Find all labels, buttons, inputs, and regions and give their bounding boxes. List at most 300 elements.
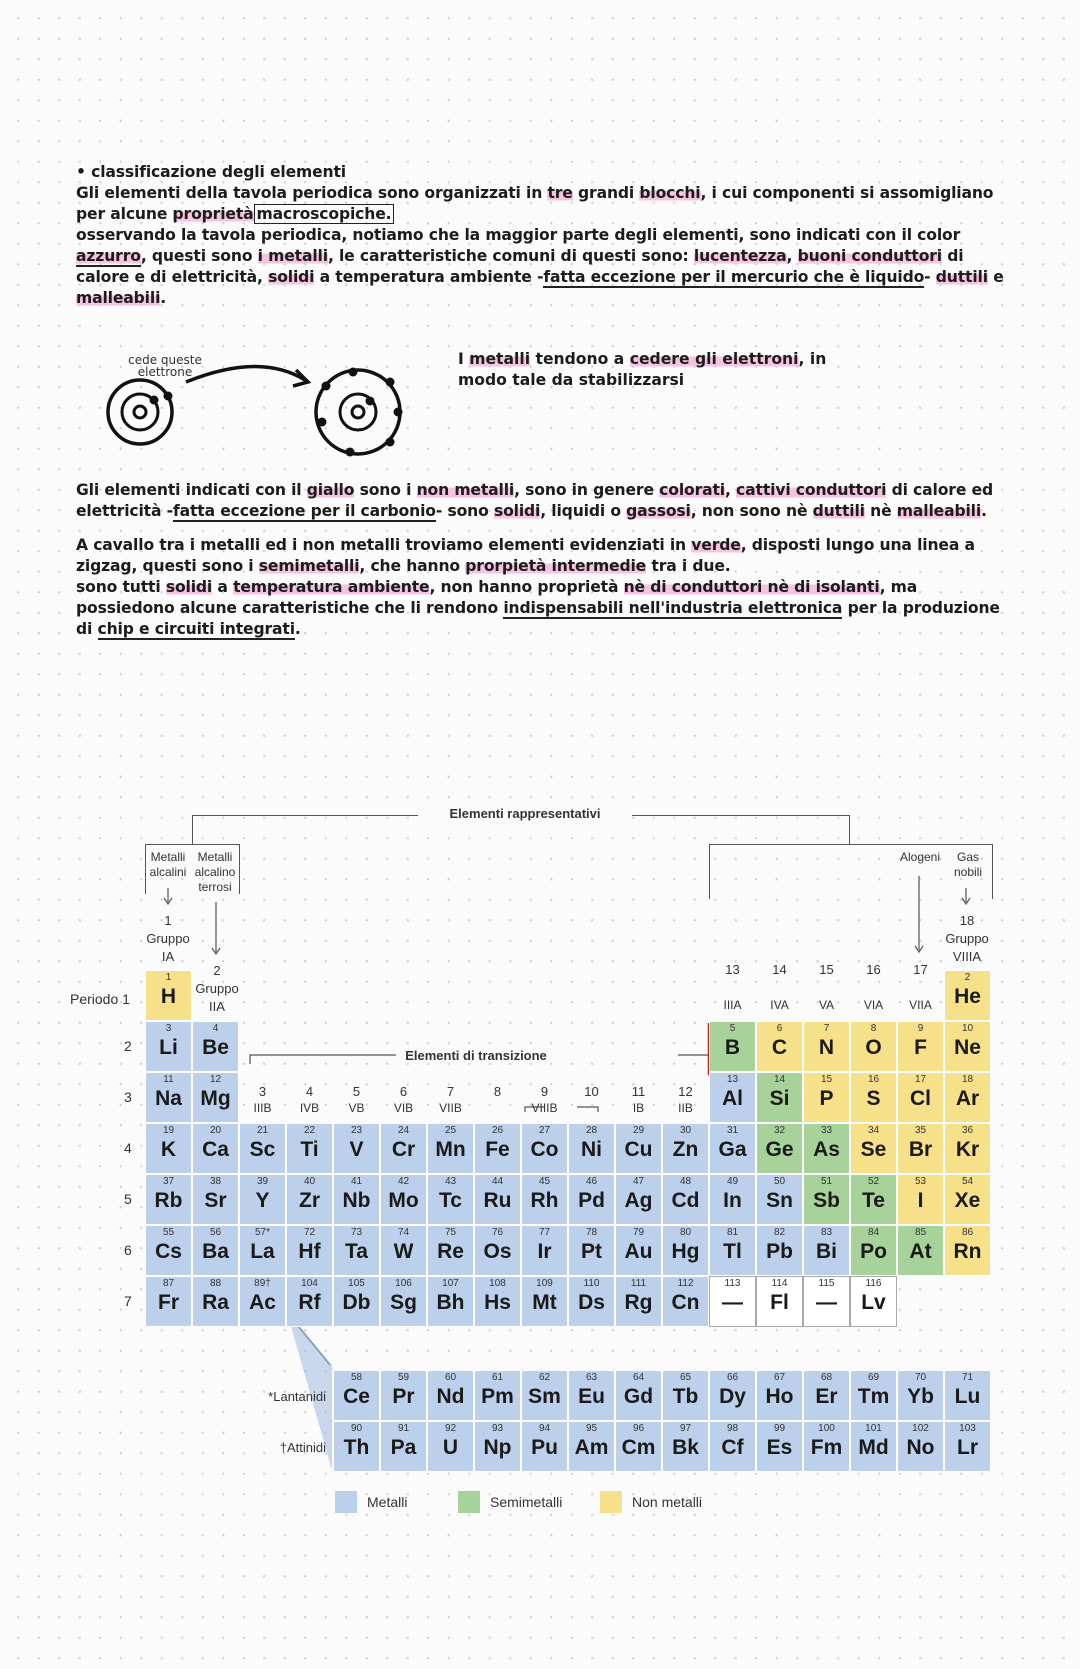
- element-symbol: —: [816, 1291, 837, 1314]
- atomic-number: 44: [491, 1176, 504, 1187]
- atomic-number: 87: [162, 1278, 175, 1289]
- element-f: [897, 1021, 944, 1072]
- legend-swatch: [458, 1491, 480, 1513]
- atomic-number: 60: [444, 1372, 457, 1383]
- atomic-number: 41: [350, 1176, 363, 1187]
- element-symbol: Lr: [957, 1436, 978, 1459]
- element-symbol: Rn: [953, 1240, 982, 1263]
- atomic-number: 22: [303, 1125, 316, 1136]
- alkaline-earth-label: Metalli alcalino terrosi: [194, 850, 236, 894]
- element-symbol: V: [349, 1138, 364, 1161]
- element-symbol: Tb: [672, 1385, 699, 1408]
- element-fe: [474, 1123, 521, 1174]
- element-symbol: Pu: [531, 1436, 558, 1459]
- paragraph-classification: Gli elementi della tavola periodica sono organizzati in tre grandi blocchi, i cui componenti si assomigliano per alcune proprietà macroscopiche.: [76, 184, 994, 223]
- element-symbol: Br: [908, 1138, 933, 1161]
- group-number: 4: [305, 1084, 314, 1099]
- element-symbol: O: [865, 1036, 882, 1059]
- element-symbol: Yb: [907, 1385, 934, 1408]
- element-ru: [474, 1174, 521, 1225]
- atomic-number: 56: [209, 1227, 222, 1238]
- atomic-number: 39: [256, 1176, 269, 1187]
- atomic-number: 100: [818, 1423, 835, 1434]
- element-nd: [427, 1370, 474, 1421]
- lanthanides-label: *Lantanidi: [268, 1389, 326, 1404]
- noble-gases-label: Gas nobili: [953, 850, 983, 879]
- atomic-number: 55: [162, 1227, 175, 1238]
- element-symbol: Cr: [391, 1138, 416, 1161]
- paragraph-nonmetals: Gli elementi indicati con il giallo sono i non metalli, sono in genere colorati, cattivi conduttori di calore ed elettricità -fatta eccezione per il carbonio- sono solidi, liquidi o gassosi, non sono nè duttili nè malleabili.: [76, 481, 993, 520]
- group-1-label: 1 Gruppo IA: [146, 913, 190, 964]
- element-symbol: Bi: [816, 1240, 837, 1263]
- element-symbol: Sc: [249, 1138, 276, 1161]
- atomic-number: 26: [491, 1125, 504, 1136]
- element-pd: [568, 1174, 615, 1225]
- atomic-number: 4: [212, 1023, 219, 1034]
- atomic-number: 27: [538, 1125, 551, 1136]
- paragraph-semimetals-uses: sono tutti solidi a temperatura ambiente, non hanno proprietà nè di conduttori nè di isolanti, ma possiedono alcune caratteristiche che li rendono indispensabili nell'industria elettronica per la produzione di chip e circuiti integrati.: [76, 578, 1000, 638]
- element-bi: [803, 1225, 850, 1276]
- atomic-number: 30: [679, 1125, 692, 1136]
- element-symbol: Lu: [954, 1385, 981, 1408]
- period-label: 5: [124, 1191, 132, 1207]
- element-hg: [662, 1225, 709, 1276]
- group-number: 11: [631, 1084, 646, 1099]
- element-fm: [803, 1421, 850, 1472]
- legend-label: Semimetalli: [490, 1494, 563, 1510]
- element-symbol: Ga: [718, 1138, 747, 1161]
- element-bh: [427, 1276, 474, 1327]
- element-lu: [944, 1370, 991, 1421]
- element-symbol: Pr: [392, 1385, 415, 1408]
- element-ho: [756, 1370, 803, 1421]
- element-no: [897, 1421, 944, 1472]
- element-pb: [756, 1225, 803, 1276]
- element-symbol: Ds: [578, 1291, 605, 1314]
- atomic-number: 103: [959, 1423, 976, 1434]
- element-ti: [286, 1123, 333, 1174]
- atomic-number: 97: [679, 1423, 692, 1434]
- element-p: [803, 1072, 850, 1123]
- element-lv: [850, 1276, 897, 1327]
- atomic-number: 109: [536, 1278, 553, 1289]
- element-y: [239, 1174, 286, 1225]
- atomic-number: 74: [397, 1227, 410, 1238]
- element-tm: [850, 1370, 897, 1421]
- atomic-number: 90: [350, 1423, 363, 1434]
- element-symbol: Au: [624, 1240, 653, 1263]
- atomic-number: 93: [491, 1423, 504, 1434]
- element-ds: [568, 1276, 615, 1327]
- group-roman: VIA: [863, 998, 884, 1012]
- atomic-number: 59: [397, 1372, 410, 1383]
- element-symbol: Se: [860, 1138, 887, 1161]
- atomic-number: 35: [914, 1125, 927, 1136]
- element-re: [427, 1225, 474, 1276]
- element-cf: [709, 1421, 756, 1472]
- atomic-number: 105: [348, 1278, 365, 1289]
- group-number: 6: [399, 1084, 408, 1099]
- element-symbol: Gd: [623, 1385, 654, 1408]
- element-symbol: Be: [202, 1036, 229, 1059]
- element-br: [897, 1123, 944, 1174]
- element-symbol: Hf: [298, 1240, 321, 1263]
- atomic-number: 94: [538, 1423, 551, 1434]
- legend-swatch: [600, 1491, 622, 1513]
- paragraph-semimetals: A cavallo tra i metalli ed i non metalli troviamo elementi evidenziati in verde, disposti lungo una linea a zigzag, questi sono i semimetalli, che hanno prorpietà intermedie tra i due.: [76, 536, 975, 575]
- atomic-number: 32: [773, 1125, 786, 1136]
- element-symbol: Si: [769, 1087, 790, 1110]
- atomic-number: 45: [538, 1176, 551, 1187]
- element-symbol: Lv: [861, 1291, 886, 1314]
- element-lr: [944, 1421, 991, 1472]
- atomic-number: 5: [729, 1023, 736, 1034]
- element-zn: [662, 1123, 709, 1174]
- group-number: 9: [540, 1084, 549, 1099]
- atomic-number: 76: [491, 1227, 504, 1238]
- atomic-number: 21: [256, 1125, 269, 1136]
- atomic-number: 114: [771, 1278, 788, 1289]
- atomic-number: 12: [209, 1074, 222, 1085]
- atomic-number: 48: [679, 1176, 692, 1187]
- element-ta: [333, 1225, 380, 1276]
- atomic-number: 58: [350, 1372, 363, 1383]
- element-symbol: Y: [255, 1189, 270, 1212]
- atomic-number: 111: [630, 1278, 647, 1289]
- group-roman: VIB: [393, 1101, 414, 1115]
- group-roman: IVB: [299, 1101, 320, 1115]
- element-v: [333, 1123, 380, 1174]
- element-pr: [380, 1370, 427, 1421]
- element-te: [850, 1174, 897, 1225]
- period-label: 7: [124, 1293, 132, 1309]
- element-hs: [474, 1276, 521, 1327]
- atomic-number: 43: [444, 1176, 457, 1187]
- element-symbol: Sb: [813, 1189, 840, 1212]
- group-roman: IIB: [678, 1101, 693, 1115]
- metals-side-note: I metalli tendono a cedere gli elettroni, in modo tale da stabilizzarsi: [458, 350, 827, 389]
- element-pa: [380, 1421, 427, 1472]
- element-sc: [239, 1123, 286, 1174]
- period-label: 2: [124, 1038, 132, 1054]
- atomic-number: 24: [397, 1125, 410, 1136]
- element-ga: [709, 1123, 756, 1174]
- element-symbol: Cl: [910, 1087, 931, 1110]
- element-b: [709, 1021, 756, 1072]
- atomic-number: 78: [585, 1227, 598, 1238]
- element-symbol: Ca: [202, 1138, 229, 1161]
- element-eu: [568, 1370, 615, 1421]
- atomic-number: 31: [726, 1125, 739, 1136]
- group-number: 5: [352, 1084, 361, 1099]
- element-symbol: No: [906, 1436, 935, 1459]
- element-symbol: Ir: [537, 1240, 552, 1263]
- element-symbol: Cu: [624, 1138, 653, 1161]
- element-cn: [662, 1276, 709, 1327]
- element-symbol: Ge: [765, 1138, 794, 1161]
- element-symbol: Pt: [581, 1240, 602, 1263]
- group-number: 13: [725, 962, 740, 977]
- element-symbol: Fe: [485, 1138, 510, 1161]
- element-pu: [521, 1421, 568, 1472]
- element-symbol: Md: [858, 1436, 889, 1459]
- element-in: [709, 1174, 756, 1225]
- element-symbol: Ar: [955, 1087, 980, 1110]
- element-he: [944, 970, 991, 1021]
- element-symbol: Hg: [671, 1240, 700, 1263]
- element-cd: [662, 1174, 709, 1225]
- element-rf: [286, 1276, 333, 1327]
- atomic-number: 1: [165, 972, 172, 983]
- element-symbol: I: [917, 1189, 924, 1212]
- atomic-number: 110: [583, 1278, 600, 1289]
- element-k: [145, 1123, 192, 1174]
- atomic-number: 2: [964, 972, 971, 983]
- element-co: [521, 1123, 568, 1174]
- element-symbol: K: [160, 1138, 177, 1161]
- element-db: [333, 1276, 380, 1327]
- atomic-number: 101: [865, 1423, 882, 1434]
- atomic-number: 13: [726, 1074, 739, 1085]
- element-dy: [709, 1370, 756, 1421]
- element-symbol: W: [393, 1240, 414, 1263]
- element-sm: [521, 1370, 568, 1421]
- element-la: [239, 1225, 286, 1276]
- atomic-number: 25: [444, 1125, 457, 1136]
- atomic-number: 47: [632, 1176, 645, 1187]
- element-symbol: Li: [159, 1036, 178, 1059]
- element-symbol: Cs: [155, 1240, 182, 1263]
- element-symbol: —: [722, 1291, 743, 1314]
- element-symbol: Pa: [390, 1436, 417, 1459]
- element-cl: [897, 1072, 944, 1123]
- atomic-number: 112: [677, 1278, 694, 1289]
- element-unnamed: [709, 1276, 756, 1327]
- element-symbol: C: [771, 1036, 788, 1059]
- atomic-number: 99: [773, 1423, 786, 1434]
- element-s: [850, 1072, 897, 1123]
- atomic-number: 53: [914, 1176, 927, 1187]
- atomic-number: 67: [773, 1372, 786, 1383]
- element-symbol: B: [724, 1036, 741, 1059]
- element-sb: [803, 1174, 850, 1225]
- element-w: [380, 1225, 427, 1276]
- element-ac: [239, 1276, 286, 1327]
- atomic-number: 3: [165, 1023, 172, 1034]
- atomic-number: 79: [632, 1227, 645, 1238]
- element-symbol: Cd: [671, 1189, 700, 1212]
- group-roman: IIIA: [723, 998, 742, 1012]
- atomic-number: 50: [773, 1176, 786, 1187]
- element-symbol: Db: [342, 1291, 371, 1314]
- element-ce: [333, 1370, 380, 1421]
- element-symbol: Bh: [436, 1291, 465, 1314]
- group-roman: IVA: [770, 998, 789, 1012]
- atomic-number: 85: [914, 1227, 927, 1238]
- atomic-number: 11: [163, 1074, 174, 1085]
- element-xe: [944, 1174, 991, 1225]
- element-na: [145, 1072, 192, 1123]
- element-at: [897, 1225, 944, 1276]
- atomic-number: 54: [961, 1176, 974, 1187]
- element-am: [568, 1421, 615, 1472]
- element-symbol: Fm: [810, 1436, 843, 1459]
- element-rh: [521, 1174, 568, 1225]
- element-symbol: Ra: [202, 1291, 229, 1314]
- atomic-number: 16: [867, 1074, 880, 1085]
- atomic-number: 14: [773, 1074, 786, 1085]
- element-symbol: Cf: [721, 1436, 744, 1459]
- element-symbol: Pm: [481, 1385, 514, 1408]
- atomic-number: 64: [632, 1372, 645, 1383]
- element-symbol: Ru: [483, 1189, 512, 1212]
- element-symbol: Bk: [672, 1436, 699, 1459]
- element-ni: [568, 1123, 615, 1174]
- atomic-number: 17: [914, 1074, 927, 1085]
- element-symbol: Mo: [388, 1189, 419, 1212]
- atomic-number: 69: [867, 1372, 880, 1383]
- atomic-number: 106: [395, 1278, 412, 1289]
- atomic-number: 20: [209, 1125, 222, 1136]
- group-roman: VA: [818, 998, 835, 1012]
- element-ag: [615, 1174, 662, 1225]
- element-symbol: Eu: [578, 1385, 605, 1408]
- element-symbol: Es: [766, 1436, 793, 1459]
- group-number: 3: [258, 1084, 267, 1099]
- element-pm: [474, 1370, 521, 1421]
- element-symbol: Dy: [719, 1385, 746, 1408]
- atomic-number: 113: [724, 1278, 741, 1289]
- group-number: 17: [913, 962, 928, 977]
- element-symbol: F: [914, 1036, 927, 1059]
- atomic-number: 9: [917, 1023, 924, 1034]
- atomic-number: 84: [867, 1227, 880, 1238]
- atomic-number: 42: [397, 1176, 410, 1187]
- element-c: [756, 1021, 803, 1072]
- element-symbol: Sr: [204, 1189, 227, 1212]
- atomic-number: 37: [162, 1176, 175, 1187]
- element-symbol: Tm: [857, 1385, 890, 1408]
- group-number: 8: [493, 1084, 502, 1099]
- atomic-number: 40: [303, 1176, 316, 1187]
- element-symbol: Os: [483, 1240, 512, 1263]
- element-es: [756, 1421, 803, 1472]
- element-au: [615, 1225, 662, 1276]
- element-zr: [286, 1174, 333, 1225]
- atomic-number: 62: [538, 1372, 551, 1383]
- atomic-number: 91: [397, 1423, 410, 1434]
- atomic-number: 77: [538, 1227, 551, 1238]
- element-symbol: Pd: [578, 1189, 605, 1212]
- element-symbol: Sn: [766, 1189, 793, 1212]
- atomic-number: 36: [961, 1125, 974, 1136]
- element-symbol: Ta: [345, 1240, 368, 1263]
- element-symbol: S: [866, 1087, 881, 1110]
- element-symbol: Th: [343, 1436, 370, 1459]
- atomic-number: 107: [442, 1278, 459, 1289]
- element-symbol: Ag: [624, 1189, 653, 1212]
- legend-swatch: [335, 1491, 357, 1513]
- atomic-number: 108: [489, 1278, 506, 1289]
- transition-elements-label: Elementi di transizione: [396, 1048, 556, 1063]
- atomic-number: 15: [820, 1074, 833, 1085]
- element-symbol: Nb: [342, 1189, 371, 1212]
- element-symbol: Fl: [770, 1291, 789, 1314]
- atomic-number: 19: [162, 1125, 175, 1136]
- element-ba: [192, 1225, 239, 1276]
- legend-label: Metalli: [367, 1494, 408, 1510]
- element-tl: [709, 1225, 756, 1276]
- atomic-number: 71: [961, 1372, 974, 1383]
- element-bk: [662, 1421, 709, 1472]
- atomic-number: 23: [350, 1125, 363, 1136]
- element-symbol: Ac: [249, 1291, 276, 1314]
- element-al: [709, 1072, 756, 1123]
- atomic-number: 73: [350, 1227, 363, 1238]
- element-tc: [427, 1174, 474, 1225]
- element-symbol: Am: [574, 1436, 609, 1459]
- element-er: [803, 1370, 850, 1421]
- element-symbol: Tc: [439, 1189, 462, 1212]
- element-symbol: N: [818, 1036, 835, 1059]
- group-roman: VIIIB: [531, 1101, 558, 1115]
- atomic-number: 75: [444, 1227, 457, 1238]
- atomic-number: 88: [209, 1278, 222, 1289]
- element-ge: [756, 1123, 803, 1174]
- group-number: 15: [819, 962, 834, 977]
- element-symbol: Ti: [300, 1138, 319, 1161]
- element-symbol: Tl: [723, 1240, 742, 1263]
- element-symbol: Na: [155, 1087, 182, 1110]
- atomic-number: 115: [818, 1278, 835, 1289]
- atomic-number: 46: [585, 1176, 598, 1187]
- group-roman: IIIB: [253, 1101, 272, 1115]
- group-roman: VIIA: [909, 998, 932, 1012]
- sketch-label: cede queste elettrone: [128, 353, 202, 379]
- group-number: 10: [584, 1084, 599, 1099]
- group-number: 14: [772, 962, 787, 977]
- atomic-number: 38: [209, 1176, 222, 1187]
- element-se: [850, 1123, 897, 1174]
- group-18-label: 18 Gruppo VIIIA: [945, 913, 989, 964]
- element-be: [192, 1021, 239, 1072]
- element-symbol: At: [909, 1240, 932, 1263]
- element-np: [474, 1421, 521, 1472]
- element-gd: [615, 1370, 662, 1421]
- atomic-number: 89†: [254, 1278, 271, 1289]
- paragraph-metals: osservando la tavola periodica, notiamo che la maggior parte degli elementi, sono indicati con il color azzurro, questi sono i metalli, le caratteristiche comuni di questi sono: lucentezza, buoni conduttori di calore e di elettricità, solidi a temperatura ambiente -fatta eccezione per il mercurio che è liquido- duttili e malleabili.: [76, 226, 1004, 307]
- element-unnamed: [803, 1276, 850, 1327]
- element-symbol: Ba: [202, 1240, 229, 1263]
- element-symbol: Nd: [436, 1385, 465, 1408]
- element-rg: [615, 1276, 662, 1327]
- element-cu: [615, 1123, 662, 1174]
- group-2-label: 2 Gruppo IIA: [195, 963, 239, 1014]
- element-yb: [897, 1370, 944, 1421]
- atomic-number: 66: [726, 1372, 739, 1383]
- element-nb: [333, 1174, 380, 1225]
- period-1-label: Periodo 1: [70, 991, 130, 1007]
- element-symbol: Al: [722, 1087, 743, 1110]
- element-symbol: Fr: [158, 1291, 179, 1314]
- element-symbol: Ho: [765, 1385, 794, 1408]
- element-fl: [756, 1276, 803, 1327]
- element-symbol: Mg: [200, 1087, 231, 1110]
- atomic-number: 34: [867, 1125, 880, 1136]
- element-sg: [380, 1276, 427, 1327]
- element-symbol: Re: [437, 1240, 464, 1263]
- period-label: 6: [124, 1242, 132, 1258]
